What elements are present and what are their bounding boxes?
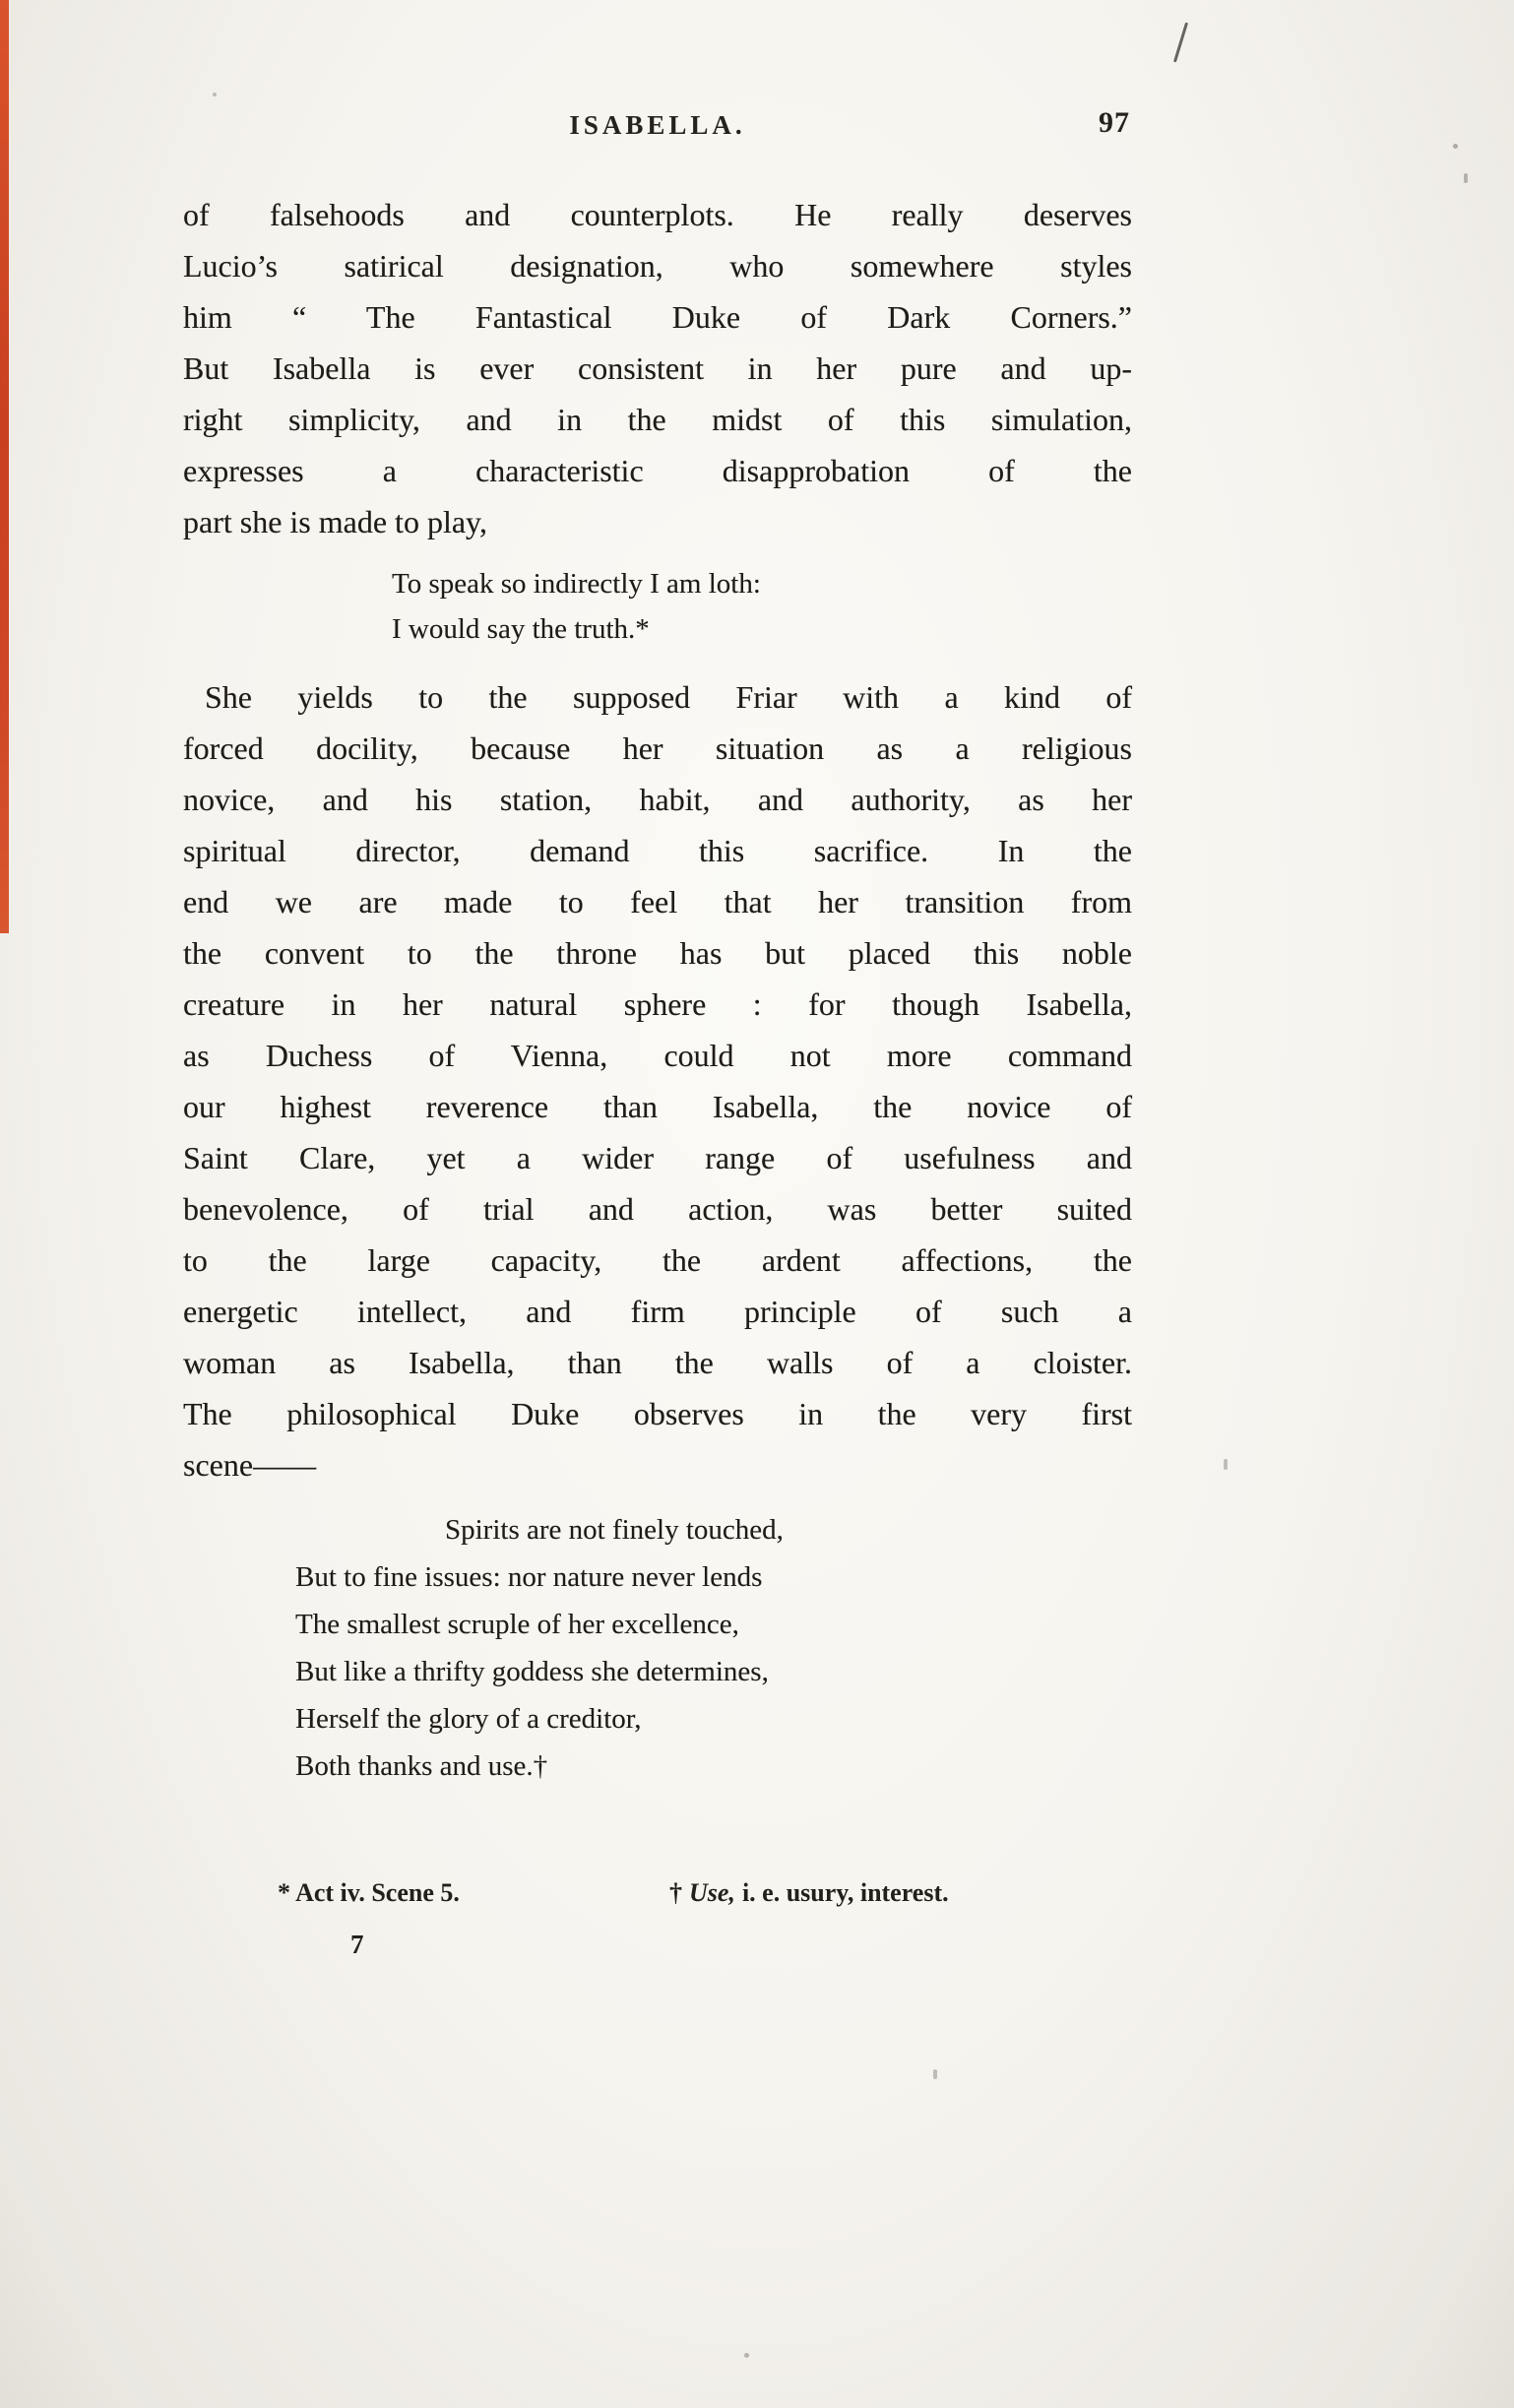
- text-line: energetic intellect, and firm principle of such a: [183, 1294, 1132, 1329]
- text-line: novice, and his station, habit, and authority, as her: [183, 782, 1132, 817]
- verse-line: But like a thrifty goddess she determines,: [295, 1656, 769, 1687]
- scan-speck: [1453, 144, 1458, 149]
- scan-speck: [744, 2353, 749, 2358]
- text-line: as Duchess of Vienna, could not more command: [183, 1038, 1132, 1073]
- paragraph-2: [183, 671, 1132, 1490]
- scan-edge-red-strip: [0, 0, 9, 933]
- text-line: to the large capacity, the ardent affections, the: [183, 1242, 1132, 1278]
- text-line: creature in her natural sphere : for though Isabella,: [183, 986, 1132, 1022]
- text-line: But Isabella is ever consistent in her pure and up-: [183, 350, 1132, 386]
- scan-artifact-diagonal-mark: [1173, 22, 1188, 62]
- text-line: our highest reverence than Isabella, the novice of: [183, 1089, 1132, 1124]
- verse-quote-1: [392, 561, 1132, 652]
- verse-line: The smallest scruple of her excellence,: [295, 1609, 739, 1640]
- footnote-use: [669, 1878, 949, 1908]
- footnote-rest: i. e. usury, interest.: [741, 1878, 949, 1907]
- page-number: 97: [1099, 106, 1130, 139]
- text-line: spiritual director, demand this sacrifice. In the: [183, 833, 1132, 868]
- running-title: ISABELLA.: [569, 110, 746, 140]
- verse-line: But to fine issues: nor nature never lends: [295, 1561, 763, 1593]
- scan-speck: [213, 93, 217, 96]
- footnote-term: Use,: [689, 1878, 735, 1907]
- text-line: him “ The Fantastical Duke of Dark Corners.”: [183, 299, 1132, 335]
- text-line: benevolence, of trial and action, was better suited: [183, 1191, 1132, 1227]
- scan-speck: [1224, 1459, 1228, 1470]
- text-line: of falsehoods and counterplots. He really deserves: [183, 197, 1132, 232]
- page-header: [183, 106, 1132, 148]
- text-line: expresses a characteristic disapprobation of the: [183, 453, 1132, 488]
- text-line: Saint Clare, yet a wider range of usefulness and: [183, 1140, 1132, 1175]
- text-line: right simplicity, and in the midst of this simulation,: [183, 402, 1132, 437]
- text-line: She yields to the supposed Friar with a kind of: [205, 679, 1132, 715]
- text-line: scene——: [183, 1447, 317, 1483]
- dagger-marker: †: [669, 1878, 682, 1907]
- text-line: The philosophical Duke observes in the very first: [183, 1396, 1132, 1431]
- text-line: forced docility, because her situation as a religious: [183, 730, 1132, 766]
- verse-line: Both thanks and use.†: [295, 1750, 548, 1782]
- scan-speck: [933, 2069, 937, 2079]
- text-line: part she is made to play,: [183, 504, 487, 539]
- verse-line: I would say the truth.*: [392, 613, 650, 645]
- verse-line: Spirits are not finely touched,: [445, 1514, 784, 1546]
- text-line: Lucio’s satirical designation, who somewhere styles: [183, 248, 1132, 284]
- text-line: end we are made to feel that her transition from: [183, 884, 1132, 919]
- signature-mark: 7: [350, 1930, 364, 1959]
- paragraph-1: [183, 189, 1132, 547]
- footnotes: [183, 1878, 1132, 1916]
- verse-line: To speak so indirectly I am loth:: [392, 568, 761, 600]
- text-line: the convent to the throne has but placed this noble: [183, 935, 1132, 971]
- scan-speck: [1464, 173, 1468, 183]
- footnote-act-scene: * Act iv. Scene 5.: [278, 1878, 460, 1907]
- verse-quote-2: [295, 1506, 1132, 1790]
- verse-line: Herself the glory of a creditor,: [295, 1703, 642, 1735]
- text-line: woman as Isabella, than the walls of a cloister.: [183, 1345, 1132, 1380]
- text-column: [183, 106, 1132, 1960]
